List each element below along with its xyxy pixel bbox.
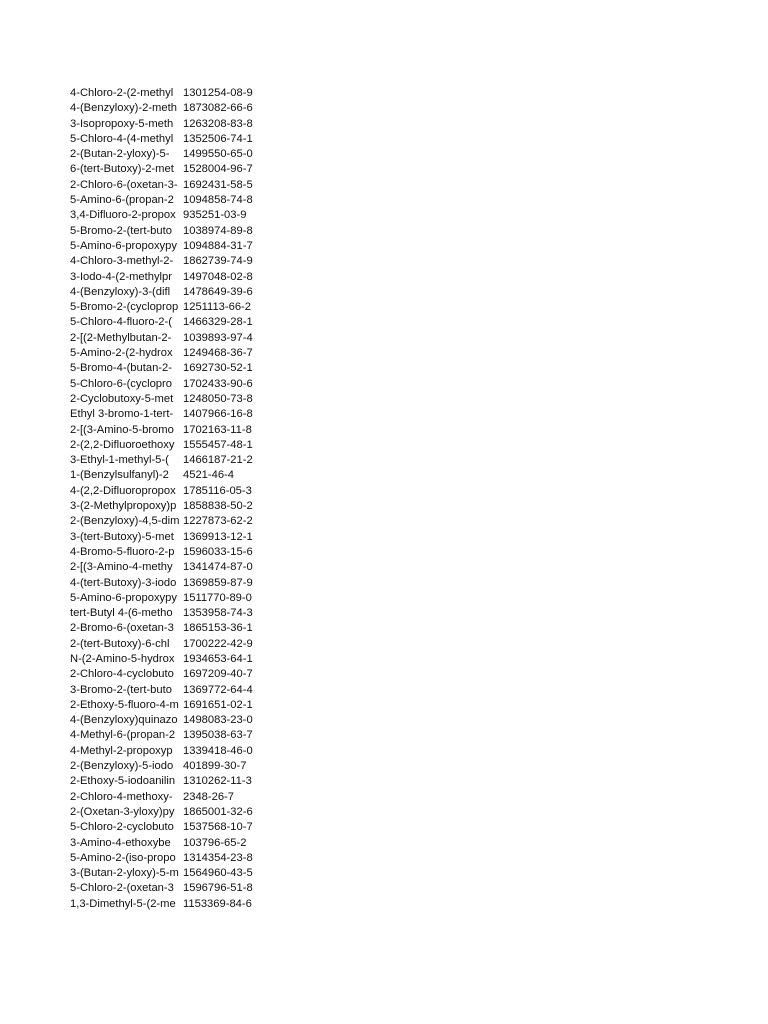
compound-name-cell[interactable]: 5-Bromo-2-(cycloprop — [70, 301, 179, 314]
table-row — [70, 162, 270, 177]
table-row — [70, 820, 270, 835]
cas-number-cell[interactable]: 1395038-63-7 — [183, 729, 253, 742]
table-row — [70, 377, 270, 392]
compound-name-cell[interactable]: 2-Chloro-4-methoxy- — [70, 790, 173, 803]
cas-number-cell[interactable]: 1700222-42-9 — [183, 637, 253, 650]
spreadsheet-table — [70, 86, 270, 912]
table-row — [70, 453, 270, 468]
table-row — [70, 407, 270, 422]
compound-name-cell[interactable]: 5-Chloro-4-(4-methyl — [70, 132, 174, 145]
compound-name-cell[interactable]: 1-(Benzylsulfanyl)-2 — [70, 469, 169, 482]
cas-number-cell[interactable]: 1862739-74-9 — [183, 255, 253, 268]
cas-number-cell[interactable]: 1692431-58-5 — [183, 178, 253, 191]
cas-number-cell[interactable]: 1251113-66-2 — [183, 301, 252, 314]
compound-name-cell[interactable]: 4-(2,2-Difluoropropox — [70, 484, 176, 497]
cas-number-cell[interactable]: 1702163-11-8 — [183, 423, 252, 436]
table-row — [70, 484, 270, 499]
table-row — [70, 606, 270, 621]
table-row — [70, 117, 270, 132]
cas-number-cell[interactable]: 1301254-08-9 — [183, 87, 253, 99]
cas-number-cell[interactable]: 935251-03-9 — [183, 209, 247, 222]
table-row — [70, 851, 270, 866]
cas-number-cell[interactable]: 1511770-89-0 — [183, 591, 252, 604]
table-row — [70, 545, 270, 560]
compound-name-cell[interactable]: tert-Butyl 4-(6-metho — [70, 607, 173, 620]
cas-number-cell[interactable]: 1314354-23-8 — [183, 851, 253, 864]
compound-name-cell[interactable]: 4-Chloro-3-methyl-2- — [70, 255, 174, 268]
cas-number-cell[interactable]: 1039893-97-4 — [183, 331, 253, 344]
cas-number-cell[interactable]: 1564960-43-5 — [183, 867, 253, 880]
table-row — [70, 774, 270, 789]
cas-number-cell[interactable]: 1528004-96-7 — [183, 163, 253, 176]
table-row — [70, 530, 270, 545]
compound-name-cell[interactable]: 3-(tert-Butoxy)-5-met — [70, 530, 174, 543]
cas-number-cell[interactable]: 1248050-73-8 — [183, 392, 253, 405]
cas-number-cell[interactable]: 1153369-84-6 — [183, 897, 252, 910]
table-row — [70, 438, 270, 453]
compound-name-cell[interactable]: 5-Amino-6-propoxypy — [70, 591, 177, 604]
compound-name-cell[interactable]: Ethyl 3-bromo-1-tert- — [70, 408, 174, 421]
table-row — [70, 560, 270, 575]
compound-name-cell[interactable]: 5-Amino-2-(2-hydrox — [70, 347, 173, 360]
cas-number-cell[interactable]: 1407966-16-8 — [183, 408, 253, 421]
compound-name-cell[interactable]: 5-Chloro-2-(oxetan-3 — [70, 882, 174, 895]
cas-number-cell[interactable]: 1692730-52-1 — [183, 362, 253, 375]
compound-name-cell[interactable]: 4-Methyl-6-(propan-2 — [70, 729, 176, 742]
compound-name-cell[interactable]: 3-Bromo-2-(tert-buto — [70, 683, 172, 696]
table-row — [70, 346, 270, 361]
cas-number-cell[interactable]: 1094858-74-8 — [183, 194, 253, 207]
compound-name-cell[interactable]: 6-(tert-Butoxy)-2-met — [70, 163, 174, 176]
cas-number-cell[interactable]: 1858838-50-2 — [183, 500, 253, 513]
table-row — [70, 147, 270, 162]
table-row — [70, 698, 270, 713]
table-row — [70, 805, 270, 820]
compound-name-cell[interactable]: 4-(Benzyloxy)quinazo — [70, 714, 178, 727]
table-row — [70, 86, 270, 101]
table-row — [70, 790, 270, 805]
table-row — [70, 392, 270, 407]
compound-name-cell[interactable]: 2-Ethoxy-5-iodoanilin — [70, 775, 176, 788]
cas-number-cell[interactable]: 401899-30-7 — [183, 760, 247, 773]
cas-number-cell[interactable]: 1339418-46-0 — [183, 744, 253, 757]
cas-number-cell[interactable]: 1873082-66-6 — [183, 102, 253, 115]
cas-number-cell[interactable]: 1785116-05-3 — [183, 484, 252, 497]
table-row — [70, 224, 270, 239]
table-row — [70, 193, 270, 208]
compound-name-cell[interactable]: 2-[(3-Amino-5-bromo — [70, 423, 174, 436]
table-row — [70, 713, 270, 728]
cas-number-cell[interactable]: 1702433-90-6 — [183, 377, 253, 390]
compound-name-cell[interactable]: 2-Cyclobutoxy-5-met — [70, 392, 174, 405]
compound-name-cell[interactable]: 3,4-Difluoro-2-propox — [70, 209, 176, 222]
cas-number-cell[interactable]: 1865153-36-1 — [183, 622, 253, 635]
compound-name-cell[interactable]: 1,3-Dimethyl-5-(2-me — [70, 897, 176, 910]
table-row — [70, 637, 270, 652]
compound-name-cell[interactable]: 5-Chloro-2-cyclobuto — [70, 821, 174, 834]
table-row — [70, 499, 270, 514]
cas-number-cell[interactable]: 1310262-11-3 — [183, 775, 252, 788]
table-row — [70, 101, 270, 116]
table-row — [70, 576, 270, 591]
compound-name-cell[interactable]: 5-Amino-6-propoxypy — [70, 239, 177, 252]
table-row — [70, 836, 270, 851]
table-row — [70, 744, 270, 759]
compound-name-cell[interactable]: 3-Amino-4-ethoxybe — [70, 836, 171, 849]
table-row — [70, 897, 270, 912]
table-row — [70, 208, 270, 223]
cas-number-cell[interactable]: 1934653-64-1 — [183, 652, 253, 665]
compound-name-cell[interactable]: 2-(Butan-2-yloxy)-5- — [70, 148, 170, 161]
compound-name-cell[interactable]: 3-Ethyl-1-methyl-5-( — [70, 454, 169, 467]
compound-name-cell[interactable]: 4-Methyl-2-propoxyp — [70, 744, 173, 757]
compound-name-cell[interactable]: 2-Ethoxy-5-fluoro-4-m — [70, 698, 179, 711]
compound-name-cell[interactable]: 2-(Oxetan-3-yloxy)py — [70, 805, 175, 818]
compound-name-cell[interactable]: 2-[(3-Amino-4-methy — [70, 561, 173, 574]
cas-number-cell[interactable]: 1697209-40-7 — [183, 668, 253, 681]
cas-number-cell[interactable]: 1691651-02-1 — [183, 698, 253, 711]
cas-number-cell[interactable]: 1038974-89-8 — [183, 224, 253, 237]
compound-name-cell[interactable]: 3-(2-Methylpropoxy)p — [70, 500, 177, 513]
table-row — [70, 468, 270, 483]
table-row — [70, 652, 270, 667]
table-row — [70, 683, 270, 698]
cas-number-cell[interactable]: 1341474-87-0 — [183, 561, 253, 574]
table-row — [70, 514, 270, 529]
cas-number-cell[interactable]: 1466329-28-1 — [183, 316, 253, 329]
cas-number-cell[interactable]: 1249468-36-7 — [183, 347, 253, 360]
cas-number-cell[interactable]: 1555457-48-1 — [183, 438, 253, 451]
table-row — [70, 667, 270, 682]
table-row — [70, 866, 270, 881]
table-row — [70, 300, 270, 315]
cas-number-cell[interactable]: 1865001-32-6 — [183, 805, 253, 818]
compound-name-cell[interactable]: 3-Isopropoxy-5-meth — [70, 117, 174, 130]
table-row — [70, 591, 270, 606]
compound-name-cell[interactable]: 5-Chloro-6-(cyclopro — [70, 377, 172, 390]
cas-number-cell[interactable]: 1353958-74-3 — [183, 607, 253, 620]
cas-number-cell[interactable]: 1596033-15-6 — [183, 545, 253, 558]
cas-number-cell[interactable]: 103796-65-2 — [183, 836, 247, 849]
compound-name-cell[interactable]: 2-(2,2-Difluoroethoxy — [70, 438, 175, 451]
cas-number-cell[interactable]: 1369859-87-9 — [183, 576, 253, 589]
compound-name-cell[interactable]: 4-(tert-Butoxy)-3-iodo — [70, 576, 177, 589]
cas-number-cell[interactable]: 1478649-39-6 — [183, 285, 253, 298]
table-row — [70, 881, 270, 896]
compound-name-cell[interactable]: 2-(tert-Butoxy)-6-chl — [70, 637, 170, 650]
compound-name-cell[interactable]: N-(2-Amino-5-hydrox — [70, 652, 175, 665]
table-row — [70, 759, 270, 774]
table-row — [70, 239, 270, 254]
table-row — [70, 178, 270, 193]
cas-number-cell[interactable]: 1094884-31-7 — [183, 239, 253, 252]
compound-name-cell[interactable]: 2-Chloro-6-(oxetan-3- — [70, 178, 178, 191]
cas-number-cell[interactable]: 2348-26-7 — [183, 790, 235, 803]
table-row — [70, 361, 270, 376]
compound-name-cell[interactable]: 4-(Benzyloxy)-2-meth — [70, 102, 177, 115]
compound-name-cell[interactable]: 5-Bromo-2-(tert-buto — [70, 224, 172, 237]
table-row — [70, 285, 270, 300]
cas-number-cell[interactable]: 1497048-02-8 — [183, 270, 253, 283]
table-row — [70, 254, 270, 269]
compound-name-cell[interactable]: 4-Chloro-2-(2-methyl — [70, 87, 174, 99]
cas-number-cell[interactable]: 1499550-65-0 — [183, 148, 253, 161]
table-row — [70, 132, 270, 147]
compound-name-cell[interactable]: 4-Bromo-5-fluoro-2-p — [70, 545, 175, 558]
cas-number-cell[interactable]: 1498083-23-0 — [183, 714, 253, 727]
compound-name-cell[interactable]: 2-Bromo-6-(oxetan-3 — [70, 622, 174, 635]
compound-name-cell[interactable]: 3-Iodo-4-(2-methylpr — [70, 270, 172, 283]
compound-name-cell[interactable]: 5-Chloro-4-fluoro-2-( — [70, 316, 172, 329]
cas-number-cell[interactable]: 4521-46-4 — [183, 469, 235, 482]
cas-number-cell[interactable]: 1369913-12-1 — [183, 530, 253, 543]
cas-number-cell[interactable]: 1369772-64-4 — [183, 683, 253, 696]
compound-name-cell[interactable]: 2-Chloro-4-cyclobuto — [70, 668, 174, 681]
cas-number-cell[interactable]: 1352506-74-1 — [183, 132, 253, 145]
compound-name-cell[interactable]: 3-(Butan-2-yloxy)-5-m — [70, 867, 179, 880]
cas-number-cell[interactable]: 1263208-83-8 — [183, 117, 253, 130]
table-row — [70, 270, 270, 285]
table-row — [70, 423, 270, 438]
compound-name-cell[interactable]: 2-(Benzyloxy)-4,5-dim — [70, 515, 180, 528]
compound-name-cell[interactable]: 5-Amino-6-(propan-2 — [70, 194, 174, 207]
table-row — [70, 315, 270, 330]
table-row — [70, 331, 270, 346]
compound-name-cell[interactable]: 4-(Benzyloxy)-3-(difl — [70, 285, 171, 298]
compound-name-cell[interactable]: 5-Bromo-4-(butan-2- — [70, 362, 172, 375]
cas-number-cell[interactable]: 1227873-62-2 — [183, 515, 253, 528]
table-row — [70, 621, 270, 636]
compound-name-cell[interactable]: 2-[(2-Methylbutan-2- — [70, 331, 172, 344]
cas-number-cell[interactable]: 1537568-10-7 — [183, 821, 253, 834]
cas-number-cell[interactable]: 1466187-21-2 — [183, 454, 253, 467]
compound-name-cell[interactable]: 2-(Benzyloxy)-5-iodo — [70, 760, 174, 773]
table-row — [70, 728, 270, 743]
compound-name-cell[interactable]: 5-Amino-2-(iso-propo — [70, 851, 176, 864]
cas-number-cell[interactable]: 1596796-51-8 — [183, 882, 253, 895]
